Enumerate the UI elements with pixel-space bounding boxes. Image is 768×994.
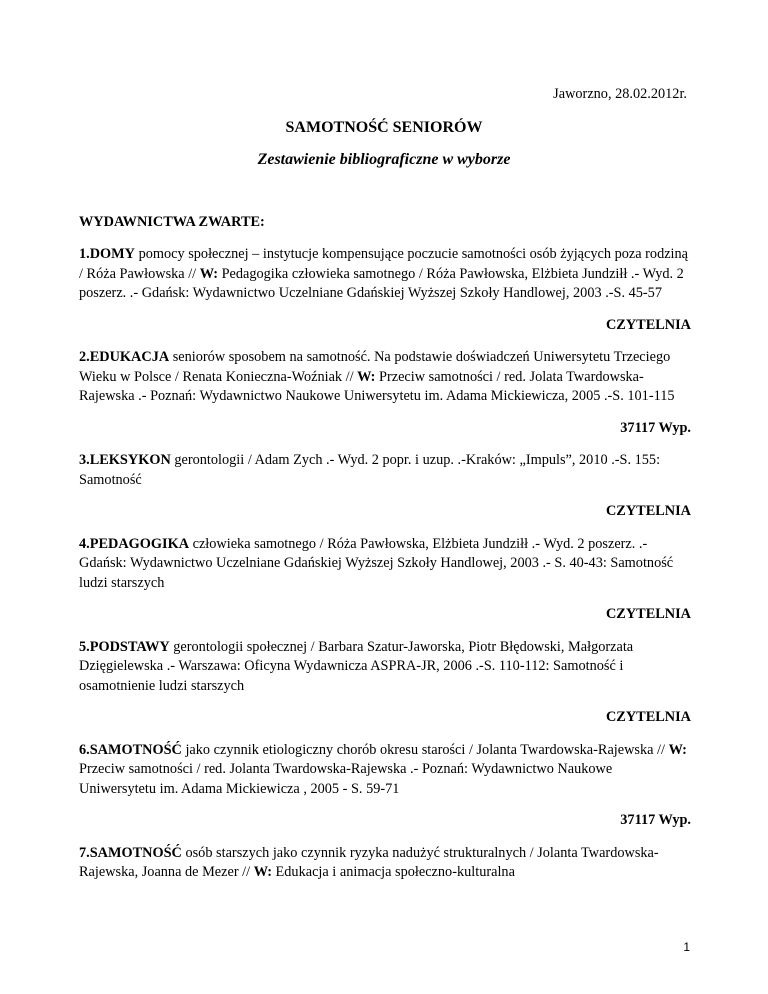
entry-text (79, 451, 691, 490)
entry-keyword: PODSTAWY (89, 638, 170, 655)
bibliography-entry (79, 741, 691, 831)
bibliography-entry (79, 844, 691, 883)
entry-description: gerontologii społecznej / Barbara Szatur-Jaworska, Piotr Błędowski, Małgorzata Dzięgielewska .- Warszawa: Oficyna Wydawnicza ASPRA-JR, 2006 .-S. 110-112: Samotność i osamotnienie ludzi starszych (79, 638, 634, 694)
entry-source: Przeciw samotności / red. Jolanta Twardowska-Rajewska .- Poznań: Wydawnictwo Naukowe Uniwersytetu im. Adama Mickiewicza , 2005 - S. 59-71 (79, 761, 613, 797)
entry-keyword: LEKSYKON (89, 452, 171, 468)
entry-w-label: W: (668, 741, 687, 758)
document-title: SAMOTNOŚĆ SENIORÓW (285, 119, 483, 136)
entry-w-label: W: (199, 265, 218, 282)
entry-description: człowieka samotnego / Róża Pawłowska, Elżbieta Jundziłł .- Wyd. 2 poszerz. .- Gdańsk: Wydawnictwo Uczelniane Gdańskiej Wyższej Szkoły Handlowej, 2003 .- S. 40-43: Samotność ludzi starszych (79, 535, 674, 591)
entry-text (79, 535, 691, 594)
section-heading: WYDAWNICTWA ZWARTE: (79, 214, 265, 230)
entry-text (79, 638, 691, 697)
entry-text (79, 844, 691, 883)
entry-number: 3. (79, 452, 90, 468)
entry-keyword: DOMY (89, 246, 135, 262)
entry-description: jako czynnik etiologiczny chorób okresu starości / Jolanta Twardowska-Rajewska // (181, 741, 669, 758)
entry-source: Przeciw samotności / red. Jolata Twardowska-Rajewska .- Poznań: Wydawnictwo Naukowe Uniwersytetu im. Adama Mickiewicza, 2005 .-S. 101-115 (79, 368, 675, 404)
entry-w-label: W: (253, 864, 272, 880)
bibliography-entry (79, 348, 691, 438)
entry-location: 37117 Wyp. (620, 812, 691, 828)
entry-location: CZYTELNIA (605, 503, 691, 519)
entry-w-label: W: (357, 368, 376, 385)
entry-number: 5. (79, 638, 90, 655)
entry-number: 2. (79, 349, 90, 365)
entry-description: seniorów sposobem na samotność. Na podstawie doświadczeń Uniwersytetu Trzeciego Wieku w Polsce / Renata Konieczna-Woźniak // (79, 349, 671, 385)
entry-location: CZYTELNIA (605, 316, 691, 333)
entry-keyword: SAMOTNOŚĆ (89, 844, 182, 861)
entry-keyword: PEDAGOGIKA (89, 535, 190, 552)
entry-description: pomocy społecznej – instytucje kompensujące poczucie samotności osób żyjących poza rodziną / Róża Pawłowska // (79, 246, 689, 282)
entry-number: 1. (79, 246, 90, 262)
bibliography-list (79, 245, 691, 883)
entry-keyword: SAMOTNOŚĆ (89, 741, 182, 758)
entry-number: 7. (79, 844, 90, 861)
document-subtitle: Zestawienie bibliograficzne w wyborze (257, 151, 511, 168)
entry-number: 4. (79, 535, 90, 552)
entry-text (79, 245, 691, 304)
entry-source: Edukacja i animacja społeczno-kulturalna (271, 864, 515, 880)
entry-source: Pedagogika człowieka samotnego / Róża Pawłowska, Elżbieta Jundziłł .- Wyd. 2 poszerz. .- Gdańsk: Wydawnictwo Uczelniane Gdańskiej Wyższej Szkoły Handlowej, 2003 .-S. 45-57 (79, 265, 684, 301)
entry-description: osób starszych jako czynnik ryzyka nadużyć strukturalnych / Jolanta Twardowska-Rajewska, Joanna de Mezer // (79, 844, 659, 880)
bibliography-entry (79, 451, 691, 522)
bibliography-entry (79, 535, 691, 625)
document-date: Jaworzno, 28.02.2012r. (553, 86, 687, 102)
entry-location: CZYTELNIA (605, 709, 691, 725)
entry-keyword: EDUKACJA (89, 349, 170, 365)
entry-description: gerontologii / Adam Zych .- Wyd. 2 popr. i uzup. .-Kraków: „Impuls”, 2010 .-S. 155: Samotność (79, 452, 661, 488)
entry-location: CZYTELNIA (605, 606, 691, 622)
page-number: 1 (683, 940, 690, 954)
entry-text (79, 348, 691, 407)
bibliography-entry (79, 245, 691, 335)
bibliography-entry (79, 638, 691, 728)
entry-number: 6. (79, 741, 90, 758)
entry-text (79, 741, 691, 800)
entry-location: 37117 Wyp. (620, 419, 691, 436)
